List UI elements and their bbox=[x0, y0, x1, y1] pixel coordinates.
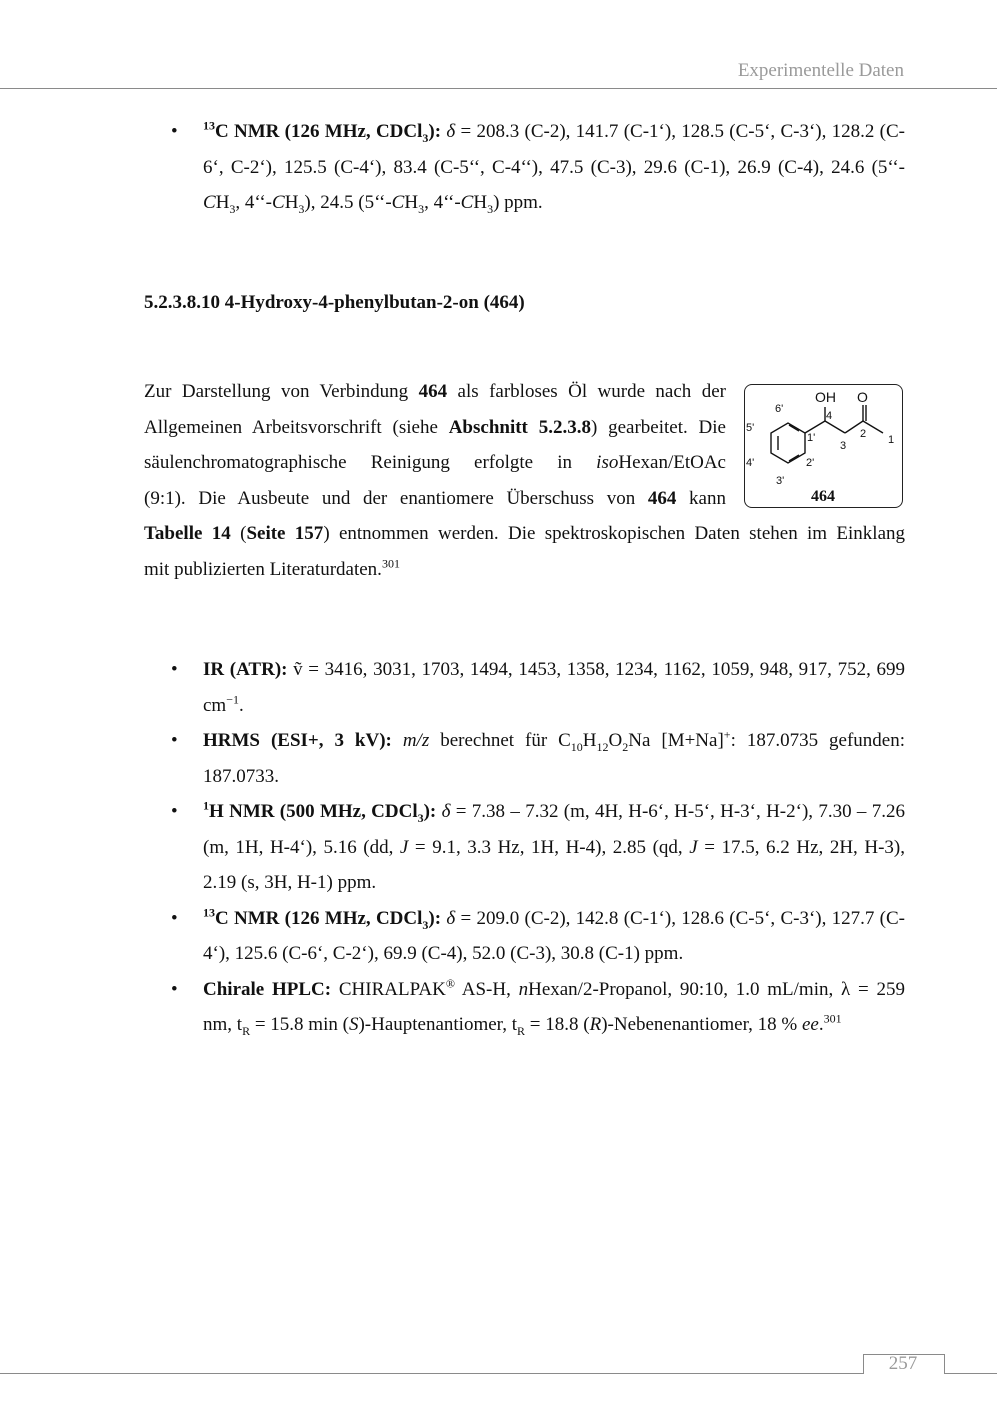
analytics-list bbox=[144, 652, 905, 1043]
para-line-4: (9:1). Die Ausbeute und der enantiomere Überschuss von 464 kann bbox=[144, 487, 726, 509]
c2-label: 2 bbox=[860, 428, 867, 440]
list-item-hrms: • HRMS (ESI+, 3 kV): m/z berechnet für $C_{10}H_{12}O_2Na$ [M+Na]+: 187.0735 gefunden: 187.0733. bbox=[144, 723, 905, 794]
para-line-5: Tabelle 14 (Seite 157) entnommen werden. Die spektroskopischen Daten stehen im Einklang bbox=[144, 523, 906, 544]
list-item-chiral-hplc: • Chirale HPLC: CHIRALPAK® AS-H, nHexan/2-Propanol, 90:10, 1.0 mL/min, λ = 259 nm, $t_R = 15.8$ min (S)-Hauptenantiomer, $t_R = 18.8$ (R)-Nebenenantiomer, 18 % ee.$^{301}$ bbox=[144, 972, 905, 1043]
bullet-icon: • bbox=[171, 978, 178, 1000]
top-nmr-block bbox=[144, 114, 905, 221]
bond-c4-c3 bbox=[825, 421, 845, 433]
benzene-ring bbox=[771, 423, 805, 463]
para-line-2: Allgemeinen Arbeitsvorschrift (siehe Abschnitt 5.2.3.8) gearbeitet. Die bbox=[144, 416, 726, 438]
footer-rule bbox=[0, 1373, 997, 1374]
c3-label: 3 bbox=[840, 440, 847, 452]
molecule-structure-drawing bbox=[745, 385, 902, 507]
c6p-label: 6' bbox=[775, 403, 784, 415]
bullet-icon: • bbox=[171, 730, 178, 751]
para-line-3: säulenchromatographische Reinigung erfolgte in isoHexan/EtOAc bbox=[144, 452, 726, 473]
molecule-structure-box bbox=[744, 384, 903, 508]
list-item-ir: • IR (ATR): ṽ = 3416, 3031, 1703, 1494, 1453, 1358, 1234, 1162, 1059, 948, 917, 752, 699 $cm^{-1}$. bbox=[144, 652, 905, 723]
bullet-icon: • bbox=[171, 659, 178, 680]
c5p-label: 5' bbox=[746, 422, 755, 434]
bullet-icon: • bbox=[171, 801, 178, 822]
c2p-label: 2' bbox=[806, 457, 815, 469]
running-header: Experimentelle Daten bbox=[737, 60, 904, 81]
o-label: O bbox=[857, 389, 868, 405]
list-item-1h-nmr: • $^1$H NMR (500 MHz, CDCl$_3$): δ = 7.38 – 7.32 (m, 4H, H-6‘, H-5‘, H-3‘, H-2‘), 7.30 – 7.26 (m, 1H, H-4‘), 5.16 (dd, J = 9.1, 3.3 Hz, 1H, H-4), 2.85 (qd, J = 17.5, 6.2 Hz, 2H, H-3), 2.19 (s, 3H, H-1) ppm. bbox=[144, 794, 905, 901]
oh-label: OH bbox=[815, 389, 836, 405]
c1p-label: 1' bbox=[807, 432, 816, 444]
bullet-icon: • bbox=[171, 907, 178, 929]
list-item-13c-nmr: • $^{13}$C NMR (126 MHz, CDCl$_3$): δ = 209.0 (C-2), 142.8 (C-1‘), 128.6 (C-5‘, C-3‘), 127.7 (C-4‘), 125.6 (C-6‘, C-2‘), 69.9 (C-4), 52.0 (C-3), 30.8 (C-1) ppm. bbox=[144, 901, 905, 972]
list-item-13c-nmr-previous: • $^{13}$C NMR (126 MHz, CDCl$_3$): δ = 208.3 (C-2), 141.7 (C-1‘), 128.5 (C-5‘, C-3‘), 128.2 (C-6‘, C-2‘), 125.5 (C-4‘), 83.4 (C-5‘‘, C-4‘‘), 47.5 (C-3), 29.6 (C-1), 26.9 (C-4), 24.6 ($5‘‘-CH_3$, $4‘‘-CH_3$), 24.5 ($5‘‘-CH_3$, $4‘‘-CH_3$) ppm. bbox=[144, 114, 905, 221]
nmr-label: $^{13}$C NMR (126 MHz, CDCl$_3$): bbox=[203, 118, 442, 145]
c4p-label: 4' bbox=[746, 457, 755, 469]
c1-label: 1 bbox=[888, 434, 895, 446]
c3p-label: 3' bbox=[776, 475, 785, 487]
page-number: 257 bbox=[888, 1353, 918, 1374]
bullet-icon: • bbox=[171, 121, 178, 142]
header-rule bbox=[0, 88, 997, 89]
compound-number: 464 bbox=[811, 488, 835, 505]
para-line-1: Zur Darstellung von Verbindung 464 als farbloses Öl wurde nach der bbox=[144, 381, 726, 402]
c4-label: 4 bbox=[826, 410, 833, 422]
section-heading: 5.2.3.8.10 4-Hydroxy-4-phenylbutan-2-on (464) bbox=[144, 292, 525, 313]
para-line-6: mit publizierten Literaturdaten.$^{301}$ bbox=[144, 556, 400, 580]
